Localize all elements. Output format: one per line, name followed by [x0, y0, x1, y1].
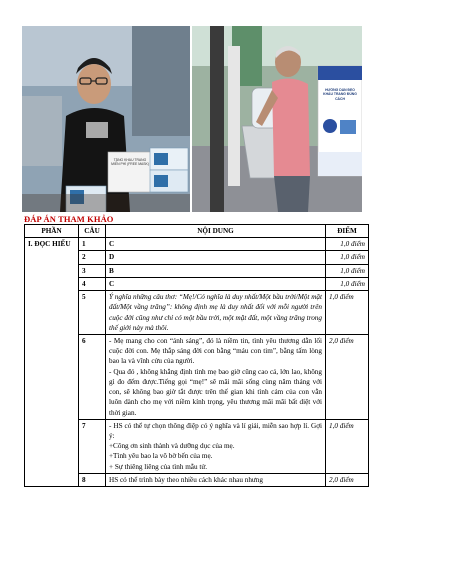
photo-boy-at-mask-booth	[22, 26, 190, 212]
answer-text: - Qua đó , không khẳng định tình mẹ bao giờ cũng cao cả, lớn lao, không gì đo đếm được.Tiếng gọi “mẹ!” sẽ mãi mãi sống cùng năm tháng với con, sẽ không bao giờ tắt được trên thế gian khi tình cảm của con vẫn luôn dành cho mẹ với niềm kính trọng, yêu thương mãi mãi bất diệt với thời gian.	[109, 367, 322, 417]
answer-score: 1,0 điểm	[326, 277, 369, 290]
question-number: 1	[79, 238, 106, 251]
answer-content	[106, 473, 326, 486]
answer-content: C	[106, 277, 326, 290]
answer-content: C	[106, 238, 326, 251]
header-score: ĐIỂM	[326, 225, 369, 238]
answer-text: Ý nghĩa những câu thơ: “Mẹ!/Có nghĩa là duy nhất/Một bầu trời/Một mặt đất/Một vầng trăng”: không định mẹ là duy nhất đối với mỗi người trên cuộc đời cũng như chỉ có một bầu trời, một mặt đất, một vầng trăng trong thế giới này mà thôi.	[109, 293, 322, 332]
photo-washing-illustration	[192, 26, 362, 212]
question-number: 4	[79, 277, 106, 290]
header-content: NỘI DUNG	[106, 225, 326, 238]
answer-text: - Mẹ mang cho con “ánh sáng”, đó là niềm tin, tình yêu thương dẫn lối cuộc đời con. Mẹ thắp sáng đời con bằng “máu con tim”, bằng tấm lòng bao la và vĩnh cửu của người.	[109, 336, 322, 366]
question-number: 5	[79, 291, 106, 335]
answer-text: - HS có thể tự chọn thông điệp có ý nghĩa và lí giải, miễn sao hợp lí. Gợi ý:	[109, 421, 322, 440]
question-number: 8	[79, 473, 106, 486]
table-header-row	[25, 225, 369, 238]
answer-content: D	[106, 251, 326, 264]
photo-hand-washing-station	[192, 26, 362, 212]
question-number: 3	[79, 264, 106, 277]
answer-text: +Tình yêu bao la vô bờ bến của mẹ.	[109, 452, 213, 461]
part-label-reading: I. ĐỌC HIỂU	[25, 238, 79, 487]
header-part: PHẦN	[25, 225, 79, 238]
table-row	[25, 238, 369, 251]
answer-content	[106, 419, 326, 473]
answer-text: + Sự thiêng liêng của tình mẫu tử.	[109, 462, 208, 471]
answer-score: 1,0 điểm	[326, 291, 369, 335]
answer-content: B	[106, 264, 326, 277]
question-number: 7	[79, 419, 106, 473]
question-number: 2	[79, 251, 106, 264]
answer-key-heading: ĐÁP ÁN THAM KHẢO	[24, 214, 114, 224]
photo-strip	[22, 26, 362, 212]
answer-text: +Công ơn sinh thành và dưỡng dục của mẹ.	[109, 442, 235, 451]
answer-content	[106, 291, 326, 335]
answer-score: 1,0 điểm	[326, 264, 369, 277]
answer-text: HS có thể trình bày theo nhiều cách khác nhau nhưng	[109, 475, 263, 484]
answer-table	[24, 224, 369, 487]
mask-booth-sign-text: TẶNG KHẨU TRANG MIỄN PHÍ (FREE MASK)	[111, 158, 149, 167]
answer-score: 2,0 điểm	[326, 473, 369, 486]
photo-boy-illustration	[22, 26, 190, 212]
answer-score: 1,0 điểm	[326, 419, 369, 473]
answer-content	[106, 334, 326, 419]
header-question: CÂU	[79, 225, 106, 238]
answer-score: 1,0 điểm	[326, 251, 369, 264]
answer-score: 1,0 điểm	[326, 238, 369, 251]
question-number: 6	[79, 334, 106, 419]
answer-score: 2,0 điểm	[326, 334, 369, 419]
hand-washing-banner-text: HƯỚNG DẪN ĐEO KHẨU TRANG ĐÚNG CÁCH	[323, 88, 357, 101]
